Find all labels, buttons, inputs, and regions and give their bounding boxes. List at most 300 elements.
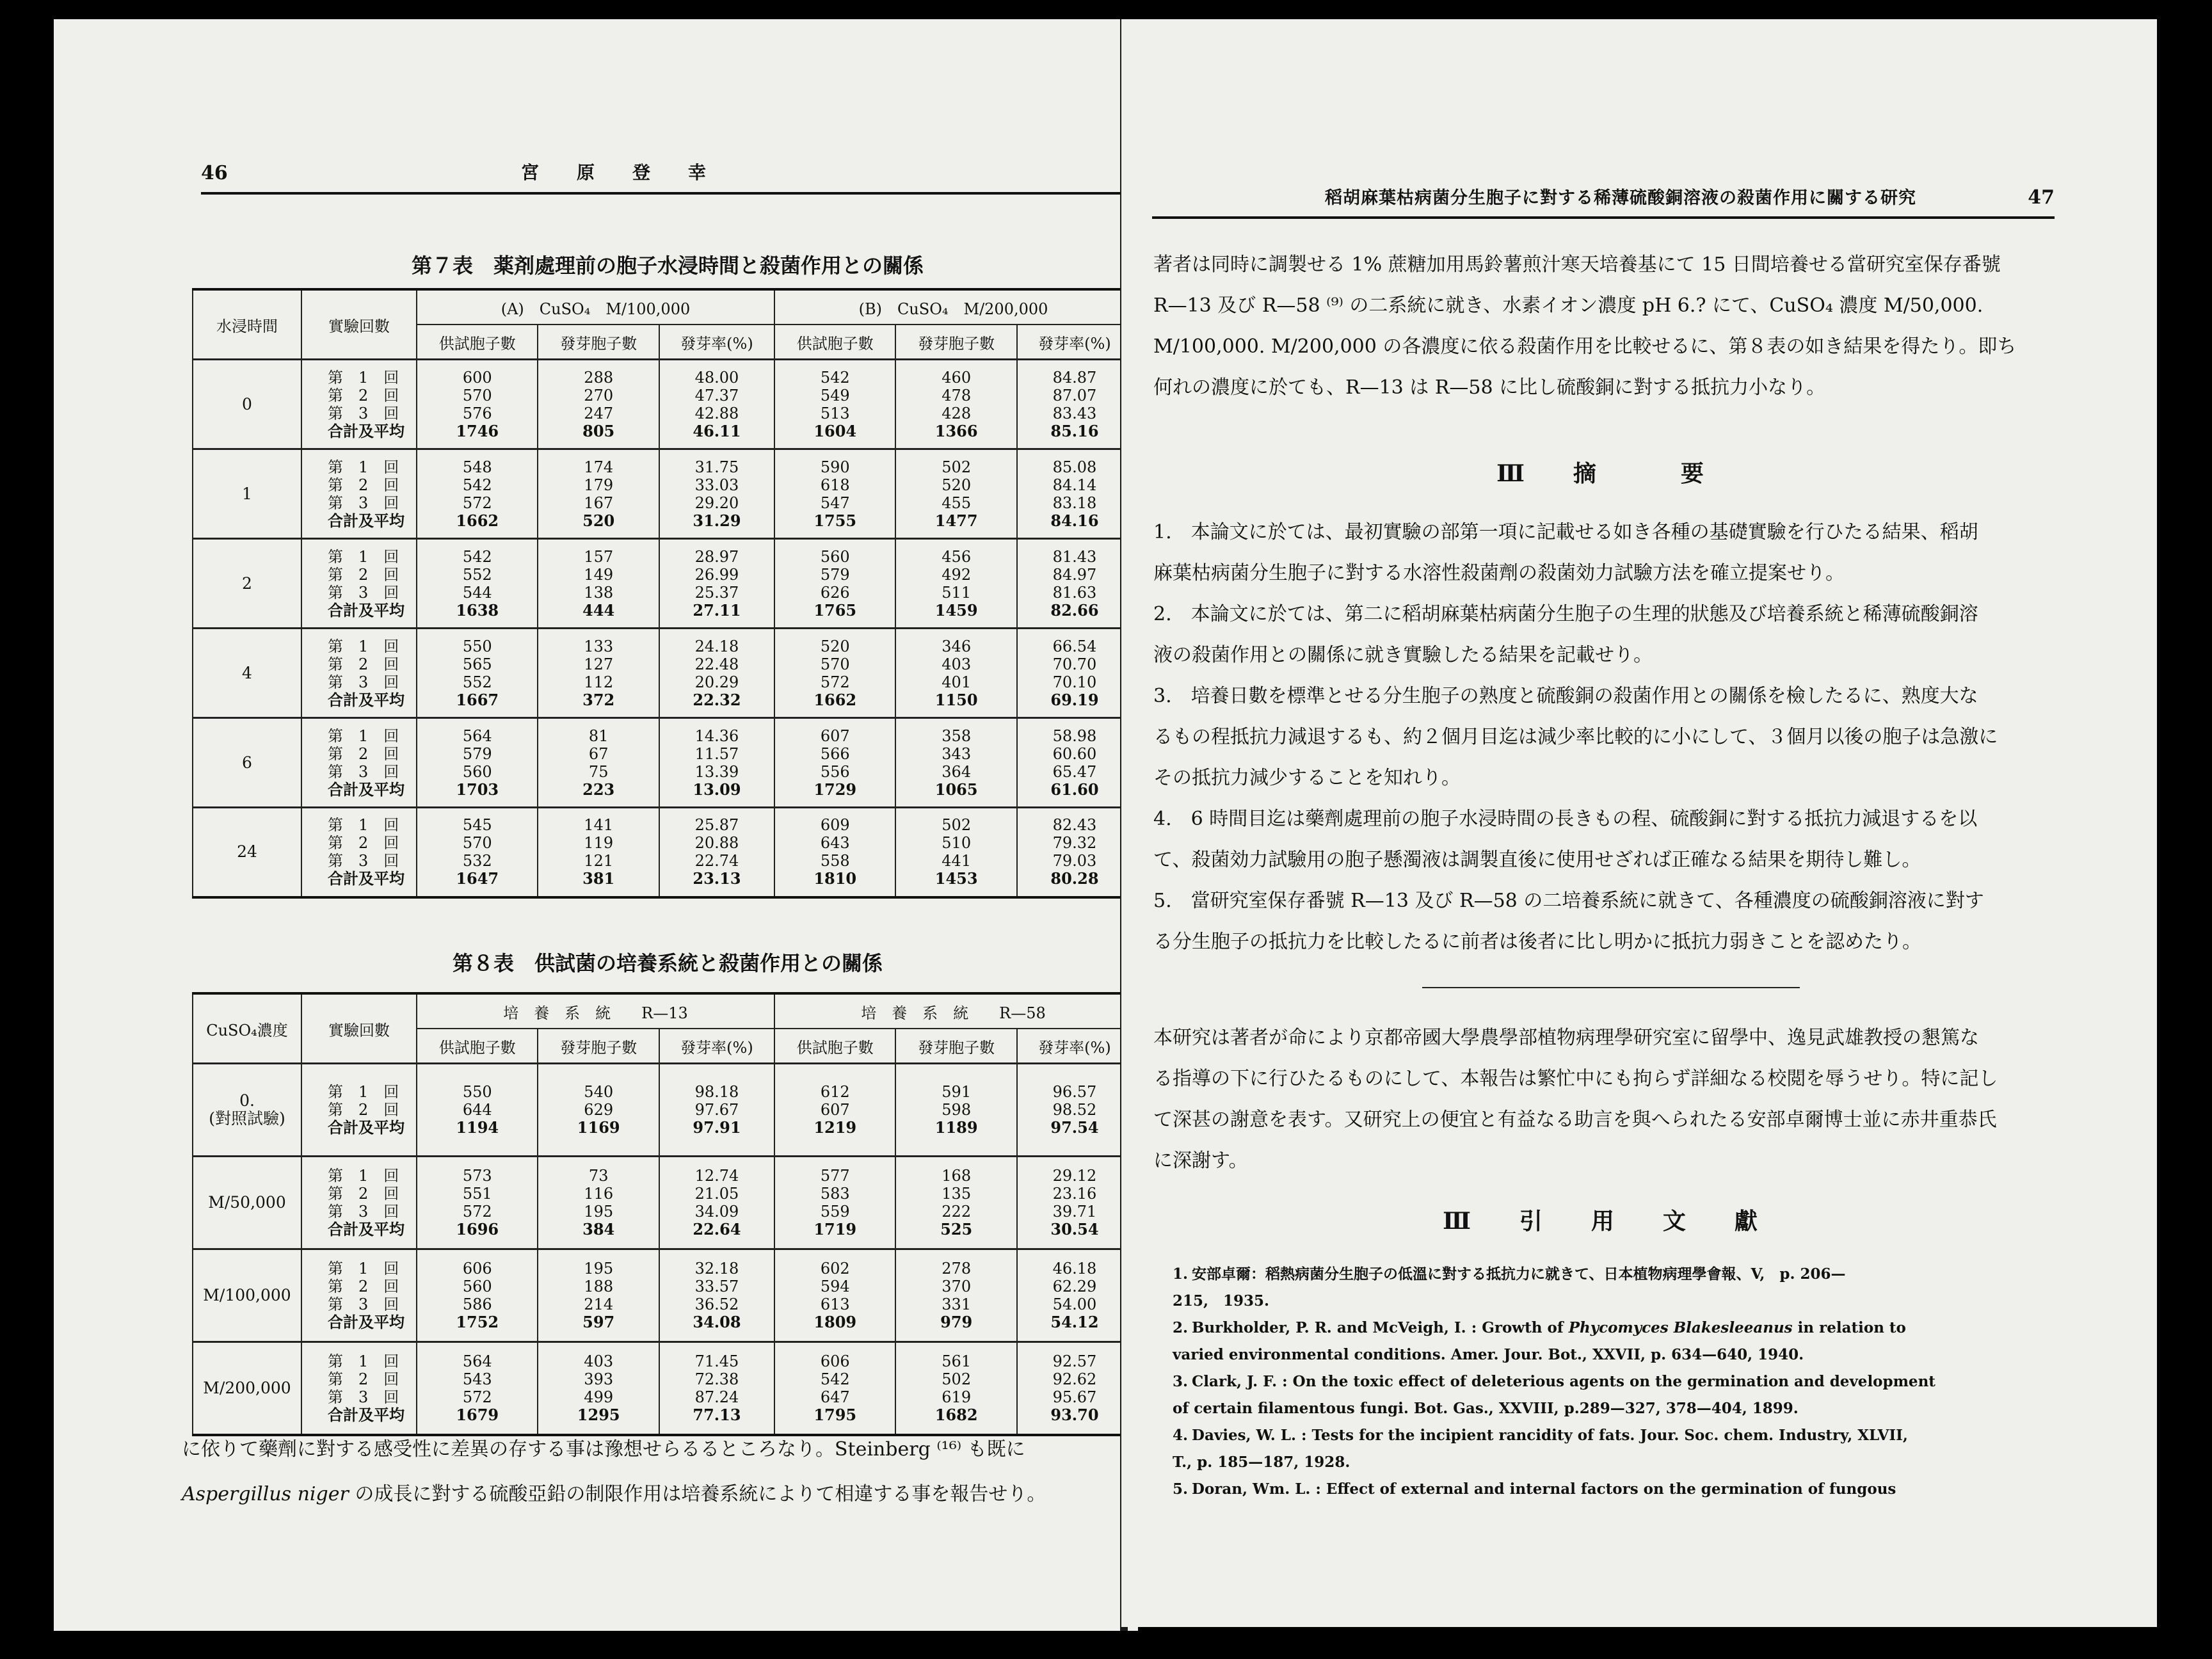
cell-value: 502	[942, 1370, 972, 1388]
cell-value: 77.13	[693, 1405, 741, 1424]
cell-value: 401	[942, 673, 972, 691]
summary-line: るもの程抵抗力減退するも、約２個月目迄は減少率比較的に小にして、３個月以後の胞子は急激に	[1153, 726, 1998, 748]
trial-label: 第 3 回	[328, 852, 399, 870]
trial-label: 第 1 回	[328, 1260, 399, 1278]
reference-number: 5.	[1173, 1480, 1189, 1498]
cell-value: 606	[820, 1352, 850, 1370]
row-group-label	[193, 360, 301, 449]
cell-value: 566	[820, 744, 850, 763]
cell-value: 22.32	[693, 690, 741, 709]
cell-value: 36.52	[694, 1295, 739, 1313]
table-cell	[774, 360, 895, 449]
table-cell	[417, 1249, 538, 1342]
row-group-label	[193, 539, 301, 629]
cell-value: 444	[582, 600, 615, 620]
cell-value: 1169	[577, 1118, 620, 1137]
cell-value: 81	[588, 726, 609, 745]
cell-value: 525	[940, 1220, 973, 1238]
summary-line: 液の殺菌作用との關係に就き實驗したる結果を記載せり。	[1153, 644, 1653, 666]
cell-value: 560	[462, 762, 492, 781]
cell-value: 403	[584, 1352, 614, 1370]
trial-labels	[301, 808, 417, 897]
cell-value: 542	[820, 368, 850, 387]
cell-value: 1647	[456, 869, 499, 888]
trial-label: 第 3 回	[328, 1388, 399, 1406]
cell-value: 1065	[934, 780, 978, 799]
cell-value: 84.87	[1052, 368, 1097, 387]
cell-value: 69.19	[1050, 690, 1099, 709]
cell-value: 542	[820, 1370, 850, 1388]
cell-value: 21.05	[694, 1185, 739, 1203]
cell-value: 13.09	[693, 780, 741, 799]
left-running-head	[201, 154, 1134, 195]
cell-value: 570	[820, 655, 850, 673]
cell-value: 195	[584, 1203, 614, 1221]
cell-value: 195	[584, 1260, 614, 1278]
left-bottom-line-2-text: の成長に對する硫酸亞鉛の制限作用は培養系統によりて相違する事を報告せり。	[348, 1483, 1046, 1505]
cell-value: 65.47	[1052, 762, 1097, 781]
cell-value: 384	[582, 1220, 615, 1238]
t8-head-row-label: CuSO₄濃度	[193, 993, 301, 1064]
intro-line: M/100,000. M/200,000 の各濃度に依る殺菌作用を比較せるに、第８表の如き結果を得たり。即ち	[1153, 335, 2017, 358]
table-row	[193, 449, 1132, 539]
cell-value: 121	[584, 852, 614, 870]
group-value: 24	[237, 842, 257, 862]
cell-value: 214	[584, 1295, 614, 1313]
cell-value: 594	[820, 1278, 850, 1295]
cell-value: 98.18	[694, 1083, 739, 1101]
summary-line: その抵抗力減少することを知れり。	[1153, 767, 1461, 789]
trial-label: 第 1 回	[328, 637, 399, 655]
table-row-group	[193, 808, 1132, 897]
cell-value: 81.63	[1052, 583, 1097, 602]
cell-value: 12.74	[694, 1167, 739, 1185]
cell-value: 598	[942, 1101, 972, 1119]
cell-value: 223	[582, 780, 615, 799]
cell-value: 61.60	[1050, 780, 1099, 799]
table-cell	[774, 629, 895, 718]
summary-line: て、殺菌効力試驗用の胞子懸濁液は調製直後に使用せざれば正確なる結果を期待し難し。	[1153, 849, 1921, 871]
cell-value: 1810	[813, 869, 857, 888]
cell-value: 112	[584, 673, 614, 691]
table-cell	[774, 1342, 895, 1435]
table-cell	[659, 1064, 774, 1157]
cell-value: 1755	[813, 511, 857, 530]
cell-value: 31.75	[694, 458, 739, 476]
species-name: Aspergillus niger	[182, 1483, 349, 1505]
cell-value: 79.32	[1052, 834, 1097, 853]
cell-value: 600	[462, 368, 492, 387]
cell-value: 579	[820, 565, 850, 584]
cell-value: 1729	[813, 780, 857, 799]
cell-value: 629	[584, 1101, 614, 1119]
cell-value: 545	[462, 816, 492, 835]
trial-label: 第 2 回	[328, 655, 399, 673]
cell-value: 20.88	[694, 834, 739, 853]
cell-value: 556	[820, 762, 850, 781]
trial-label: 第 1 回	[328, 368, 399, 387]
cell-value: 370	[942, 1278, 972, 1295]
table-cell	[659, 449, 774, 539]
page-number-right: 47	[2028, 186, 2055, 209]
cell-value: 346	[942, 637, 972, 655]
table-cell	[538, 1064, 659, 1157]
table-cell	[417, 718, 538, 808]
cell-value: 1667	[456, 690, 499, 709]
cell-value: 29.20	[694, 493, 739, 512]
table-cell	[774, 539, 895, 629]
cell-value: 550	[462, 1083, 492, 1101]
cell-value: 590	[820, 458, 850, 476]
cell-value: 1696	[456, 1220, 499, 1238]
col-header: 發芽胞子數	[538, 325, 659, 360]
reference-line: varied environmental conditions. Amer. Jour. Bot., XXVII, p. 634—640, 1940.	[1173, 1346, 1804, 1363]
t8-head-group-b: 培 養 系 統 R—58	[774, 993, 1132, 1029]
table-row	[193, 629, 1132, 718]
summary-line: 4. 6 時間目迄は藥劑處理前の胞子水浸時間の長きもの程、硫酸銅に對する抵抗力減退するを以	[1153, 808, 1978, 830]
table-row-group	[193, 1249, 1132, 1342]
table-cell	[659, 1342, 774, 1435]
cell-value: 47.37	[694, 386, 739, 405]
cell-value: 331	[942, 1295, 972, 1313]
trial-label: 第 3 回	[328, 673, 399, 691]
group-value: 2	[242, 573, 252, 593]
cell-value: 551	[462, 1185, 492, 1203]
cell-value: 428	[942, 404, 972, 422]
trial-labels	[301, 449, 417, 539]
cell-value: 572	[462, 1203, 492, 1221]
trial-labels	[301, 360, 417, 449]
cell-value: 87.24	[694, 1388, 739, 1406]
table-cell	[1017, 629, 1132, 718]
t7-head-row-label: 水浸時間	[193, 289, 301, 360]
table-cell	[895, 1064, 1016, 1157]
trial-labels	[301, 1157, 417, 1249]
right-page	[1121, 19, 2157, 1627]
trial-labels	[301, 629, 417, 718]
table-row	[193, 1342, 1132, 1435]
table-cell	[417, 449, 538, 539]
cell-value: 84.16	[1050, 511, 1099, 530]
cell-value: 607	[820, 726, 850, 745]
cell-value: 1809	[813, 1313, 857, 1331]
cell-value: 499	[584, 1388, 614, 1406]
trial-labels	[301, 539, 417, 629]
ack-line: る指導の下に行ひたるものにして、本報告は繁忙中にも拘らず詳細なる校閲を辱うせり。特に記し	[1153, 1068, 1998, 1090]
trial-label: 第 1 回	[328, 1083, 399, 1101]
cell-value: 31.29	[693, 511, 741, 530]
table-row-group	[193, 629, 1132, 718]
trial-label: 第 3 回	[328, 1295, 399, 1313]
col-header: 供試胞子數	[417, 1029, 538, 1064]
table-cell	[417, 629, 538, 718]
trial-label: 第 2 回	[328, 1101, 399, 1119]
right-running-head	[1152, 177, 2055, 219]
cell-value: 188	[584, 1278, 614, 1295]
cell-value: 1604	[813, 421, 857, 440]
cell-value: 85.16	[1050, 421, 1099, 440]
cell-value: 805	[582, 421, 615, 440]
cell-value: 87.07	[1052, 386, 1097, 405]
reference-item	[1173, 1422, 2056, 1476]
cell-value: 92.62	[1052, 1370, 1097, 1388]
trial-label: 第 1 回	[328, 816, 399, 835]
cell-value: 570	[462, 386, 492, 405]
table-cell	[659, 1157, 774, 1249]
cell-value: 29.12	[1052, 1167, 1097, 1185]
table-cell	[774, 1157, 895, 1249]
cell-value: 560	[820, 547, 850, 566]
cell-value: 1719	[813, 1220, 857, 1238]
cell-value: 572	[820, 673, 850, 691]
cell-value: 95.67	[1052, 1388, 1097, 1406]
cell-value: 20.29	[694, 673, 739, 691]
row-group-label	[193, 1249, 301, 1342]
reference-number: 3.	[1173, 1373, 1189, 1390]
trial-label: 第 2 回	[328, 1278, 399, 1295]
col-header: 發芽胞子數	[895, 325, 1016, 360]
cell-value: 33.03	[694, 476, 739, 494]
cell-value: 83.43	[1052, 404, 1097, 422]
table-cell	[659, 1249, 774, 1342]
cell-value: 607	[820, 1101, 850, 1119]
cell-value: 32.18	[694, 1260, 739, 1278]
table-cell	[1017, 449, 1132, 539]
cell-value: 60.60	[1052, 744, 1097, 763]
cell-value: 72.38	[694, 1370, 739, 1388]
reference-item	[1173, 1368, 2056, 1422]
cell-value: 626	[820, 583, 850, 602]
cell-value: 510	[942, 834, 972, 853]
table-cell	[1017, 1249, 1132, 1342]
table-cell	[1017, 718, 1132, 808]
group-value: M/200,000	[203, 1378, 291, 1397]
table-cell	[1017, 1064, 1132, 1157]
cell-value: 520	[942, 476, 972, 494]
cell-value: 542	[462, 547, 492, 566]
table-cell	[659, 718, 774, 808]
cell-value: 133	[584, 637, 614, 655]
reference-text: in relation to	[1792, 1319, 1906, 1336]
cell-value: 82.66	[1050, 600, 1099, 620]
cell-value: 46.11	[693, 421, 741, 440]
table-row-group	[193, 1064, 1132, 1157]
reference-italic: Phycomyces Blakesleeanus	[1568, 1319, 1793, 1336]
summary-line: 2. 本論文に於ては、第二に稻胡麻葉枯病菌分生胞子の生理的狀態及び培養系統と稀薄硫酸銅溶	[1153, 603, 1978, 625]
cell-value: 1795	[813, 1405, 857, 1424]
cell-value: 364	[942, 762, 972, 781]
table8-caption: 第８表 供試菌の培養系統と殺菌作用との關係	[452, 951, 883, 975]
cell-value: 549	[820, 386, 850, 405]
table-cell	[895, 1342, 1016, 1435]
col-header: 發芽胞子數	[538, 1029, 659, 1064]
cell-value: 22.48	[694, 655, 739, 673]
reference-line: 215, 1935.	[1173, 1292, 1270, 1310]
reference-line: Davies, W. L. : Tests for the incipient rancidity of fats. Jour. Soc. chem. Industry, XLVII,	[1192, 1427, 1908, 1444]
trial-labels	[301, 1249, 417, 1342]
cell-value: 1765	[813, 600, 857, 620]
table-cell	[417, 360, 538, 449]
row-group-label	[193, 718, 301, 808]
page-number-left: 46	[201, 162, 228, 184]
left-bottom-line-2	[182, 1472, 1135, 1517]
table-cell	[417, 539, 538, 629]
table-cell	[895, 539, 1016, 629]
cell-value: 1746	[456, 421, 499, 440]
table-row-group	[193, 1342, 1132, 1435]
table-row	[193, 808, 1132, 897]
summary-line: 1. 本論文に於ては、最初實驗の部第一項に記載せる如き各種の基礎實驗を行ひたる結果、稻胡	[1153, 521, 1978, 543]
cell-value: 66.54	[1052, 637, 1097, 655]
cell-value: 618	[820, 476, 850, 494]
table-cell	[538, 1249, 659, 1342]
table-row-group	[193, 449, 1132, 539]
cell-value: 30.54	[1050, 1220, 1099, 1238]
cell-value: 58.98	[1052, 726, 1097, 745]
cell-value: 1682	[934, 1405, 978, 1424]
table-cell	[538, 360, 659, 449]
running-title-right: 稻胡麻葉枯病菌分生胞子に對する稀薄硫酸銅溶液の殺菌作用に關する研究	[1325, 188, 1916, 208]
cell-value: 96.57	[1052, 1083, 1097, 1101]
col-header: 發芽率(%)	[659, 325, 774, 360]
trial-label: 第 1 回	[328, 1352, 399, 1370]
col-header: 供試胞子數	[774, 325, 895, 360]
group-value: 6	[242, 753, 252, 772]
cell-value: 613	[820, 1295, 850, 1313]
reference-item	[1173, 1261, 2056, 1315]
table-row	[193, 1064, 1132, 1157]
cell-value: 25.37	[694, 583, 739, 602]
row-group-label	[193, 808, 301, 897]
table-cell	[774, 1064, 895, 1157]
cell-value: 561	[942, 1352, 972, 1370]
table-cell	[538, 629, 659, 718]
cell-value: 83.18	[1052, 493, 1097, 512]
cell-value: 572	[462, 1388, 492, 1406]
cell-value: 552	[462, 673, 492, 691]
table-cell	[538, 1342, 659, 1435]
table-cell	[895, 1249, 1016, 1342]
cell-value: 609	[820, 816, 850, 835]
row-group-label	[193, 449, 301, 539]
cell-value: 591	[942, 1083, 972, 1101]
summary-line: 3. 培養日數を標準とせる分生胞子の熟度と硫酸銅の殺菌作用との關係を檢したるに、熟度大な	[1153, 685, 1978, 707]
cell-value: 39.71	[1052, 1203, 1097, 1221]
t8-head-trial: 實驗回數	[301, 993, 417, 1064]
cell-value: 141	[584, 816, 614, 835]
left-page	[54, 19, 1138, 1631]
col-header: 發芽胞子數	[895, 1029, 1016, 1064]
cell-value: 552	[462, 565, 492, 584]
row-group-label	[193, 1342, 301, 1435]
table7	[192, 288, 1133, 899]
cell-value: 540	[584, 1083, 614, 1101]
table-cell	[1017, 539, 1132, 629]
cell-value: 513	[820, 404, 850, 422]
trial-label: 第 3 回	[328, 1203, 399, 1221]
trial-label: 合計及平均	[328, 1220, 405, 1238]
cell-value: 492	[942, 565, 972, 584]
cell-value: 79.03	[1052, 852, 1097, 870]
table-cell	[895, 629, 1016, 718]
reference-line: T., p. 185—187, 1928.	[1173, 1454, 1350, 1471]
table-row	[193, 1157, 1132, 1249]
reference-number: 2.	[1173, 1319, 1189, 1336]
trial-labels	[301, 718, 417, 808]
cell-value: 612	[820, 1083, 850, 1101]
summary-line: 5. 當研究室保存番號 R—13 及び R—58 の二培養系統に就きて、各種濃度の硫酸銅溶液に對す	[1153, 890, 1984, 912]
cell-value: 511	[942, 583, 972, 602]
trial-label: 合計及平均	[328, 600, 405, 620]
cell-value: 27.11	[693, 600, 741, 620]
left-bottom-text	[182, 1427, 1135, 1517]
col-header: 發芽率(%)	[1017, 1029, 1132, 1064]
table-cell	[659, 539, 774, 629]
trial-label: 第 1 回	[328, 547, 399, 566]
table-cell	[659, 629, 774, 718]
cell-value: 1295	[577, 1405, 620, 1424]
table-row-group	[193, 539, 1132, 629]
running-title-left: 宮 原 登 幸	[521, 162, 707, 183]
intro-line: 何れの濃度に於ても、R—13 は R—58 に比し硫酸銅に對する抵抗力小なり。	[1153, 376, 1826, 399]
cell-value: 520	[582, 511, 615, 530]
intro-paragraph	[1153, 244, 2062, 408]
cell-value: 456	[942, 547, 972, 566]
trial-label: 第 2 回	[328, 386, 399, 405]
trial-label: 第 2 回	[328, 744, 399, 763]
cell-value: 33.57	[694, 1278, 739, 1295]
cell-value: 80.28	[1050, 869, 1099, 888]
cell-value: 135	[942, 1185, 972, 1203]
cell-value: 606	[462, 1260, 492, 1278]
trial-label: 合計及平均	[328, 869, 405, 888]
trial-label: 合計及平均	[328, 1313, 405, 1331]
table-cell	[538, 808, 659, 897]
cell-value: 48.00	[694, 368, 739, 387]
table-cell	[417, 1157, 538, 1249]
table-cell	[659, 808, 774, 897]
acknowledgement	[1153, 1018, 2062, 1182]
group-value: 4	[242, 663, 252, 682]
table7-caption: 第７表 薬剤處理前の胞子水浸時間と殺菌作用との關係	[411, 253, 924, 278]
cell-value: 222	[942, 1203, 972, 1221]
trial-label: 第 1 回	[328, 726, 399, 745]
table-cell	[774, 718, 895, 808]
summary-heading: Ⅲ 摘 要	[1496, 460, 1717, 487]
trial-labels	[301, 1342, 417, 1435]
table8	[192, 992, 1133, 1436]
trial-label: 合計及平均	[328, 511, 405, 530]
cell-value: 1662	[456, 511, 499, 530]
cell-value: 644	[462, 1101, 492, 1119]
cell-value: 71.45	[694, 1352, 739, 1370]
cell-value: 558	[820, 852, 850, 870]
cell-value: 270	[584, 386, 614, 405]
table-cell	[417, 1064, 538, 1157]
trial-labels	[301, 1064, 417, 1157]
references-heading: Ⅲ 引 用 文 獻	[1443, 1208, 1770, 1235]
summary-line: 麻葉枯病菌分生胞子に對する水溶性殺菌劑の殺菌効力試驗方法を確立提案せり。	[1153, 562, 1845, 584]
cell-value: 73	[588, 1167, 609, 1185]
trial-label: 第 2 回	[328, 476, 399, 494]
cell-value: 550	[462, 637, 492, 655]
cell-value: 67	[588, 744, 609, 763]
t7-head-group-a: (A) CuSO₄ M/100,000	[417, 289, 774, 325]
group-value-2: (對照試驗)	[209, 1109, 285, 1128]
table-cell	[895, 449, 1016, 539]
table-row-group	[193, 718, 1132, 808]
trial-label: 第 3 回	[328, 583, 399, 602]
